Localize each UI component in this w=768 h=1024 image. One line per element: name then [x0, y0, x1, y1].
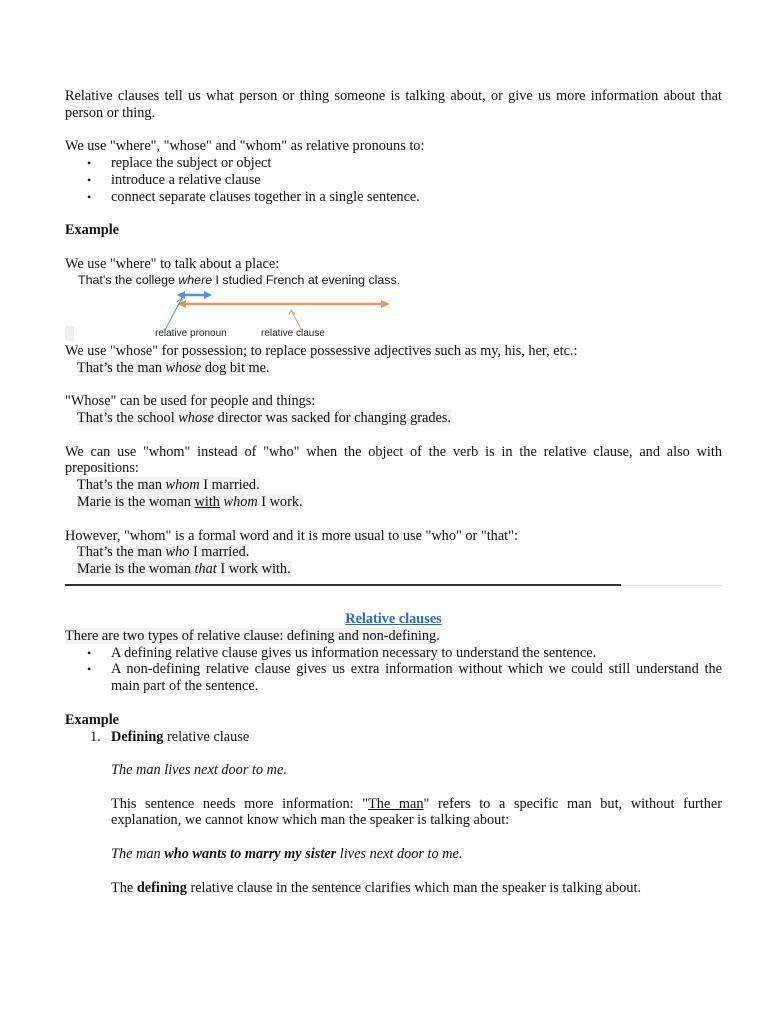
example-text: Marie is the woman — [77, 561, 195, 578]
list-item: • introduce a relative clause — [65, 172, 722, 189]
final-bold: defining — [136, 879, 187, 896]
however-example-2 — [65, 561, 722, 578]
however-example-1 — [65, 544, 722, 561]
divider-line-faint — [621, 585, 722, 586]
example-pronoun: whose — [165, 359, 202, 376]
divider-line — [65, 584, 621, 586]
whose-example — [65, 360, 722, 377]
section-divider — [65, 578, 722, 588]
example-text: director was sacked for changing grades. — [214, 409, 452, 426]
explain-text: This sentence needs more information: " — [111, 795, 369, 812]
example-preposition: with — [194, 493, 220, 510]
example-text: That’s the man — [77, 477, 166, 494]
document-page — [65, 88, 722, 896]
example-sentence-text: The man lives next door to me. — [111, 762, 287, 779]
list-item — [65, 729, 722, 746]
pronoun-pointer-icon — [165, 298, 182, 330]
final-paragraph — [65, 880, 722, 897]
list-item: • A defining relative clause gives us information necessary to understand the sentence. — [65, 645, 722, 662]
item-bold-text: Defining — [111, 728, 164, 745]
example-text: I work with. — [216, 561, 291, 578]
example-sentence-1 — [65, 762, 722, 779]
types-intro — [65, 628, 722, 645]
list-number: 1. — [90, 728, 101, 745]
clause-pointer-icon — [289, 310, 301, 329]
list-item: • replace the subject or object — [65, 155, 722, 172]
example-heading: Example — [65, 222, 120, 239]
uses-intro: We use "where", "whose" and "whom" as relative pronouns to: — [65, 138, 425, 155]
example-text: That’s the man — [77, 544, 166, 561]
example-sentence-2 — [65, 846, 722, 863]
final-text: relative clause in the sentence clarifies which man the speaker is talking about. — [186, 879, 642, 896]
explanation-paragraph — [65, 796, 722, 830]
example-pronoun: who — [165, 544, 190, 561]
example-sentence-text: lives next door to me. — [336, 846, 463, 863]
example-text: That’s the school — [77, 409, 179, 426]
diagram-pronoun: where — [178, 272, 213, 287]
example-text: dog bit me. — [201, 359, 270, 376]
example-pronoun: that — [194, 561, 217, 578]
example-sentence-bold: who wants to marry my sister — [164, 846, 337, 863]
intro-paragraph: Relative clauses tell us what person or thing someone is talking about, or give us more information about that person or thing. — [65, 88, 722, 121]
whom-intro: We can use "whom" instead of "who" when the object of the verb is in the relative clause, and also with prepositions: — [65, 443, 722, 477]
list-item: • connect separate clauses together in a single sentence. — [65, 189, 722, 206]
explain-text: " refers to a specific man but, without further explanation, we cannot know which man the speaker is talking about: — [111, 795, 722, 829]
example-text: I work. — [257, 493, 303, 510]
item-text: relative clause — [163, 728, 250, 745]
clause-arrow-icon — [177, 300, 390, 308]
relative-clause-diagram — [65, 273, 722, 343]
example-text: I married. — [199, 477, 260, 494]
whom-example-1 — [65, 477, 722, 494]
example-pronoun: whom — [223, 493, 258, 510]
whose2-intro: "Whose" can be used for people and things: — [65, 393, 316, 410]
diagram-sentence-end: I studied French at evening class. — [212, 272, 401, 287]
diagram-sentence-start: That’s the college — [78, 272, 179, 287]
label-relative-clause: relative clause — [261, 327, 325, 339]
list-item: • A non-defining relative clause gives us extra information without which we could still understand the main part of the sentence. — [65, 661, 722, 695]
diagram-marker-box — [65, 326, 74, 341]
example-text: That’s the man — [77, 359, 166, 376]
uses-list — [65, 155, 722, 205]
explain-underlined: The man — [368, 795, 424, 812]
whose2-example — [65, 410, 722, 427]
where-intro: We use "where" to talk about a place: — [65, 255, 280, 272]
label-relative-pronoun: relative pronoun — [155, 327, 227, 339]
example-text: I married. — [189, 544, 250, 561]
whose-intro: We use "whose" for possession; to replace possessive adjectives such as my, his, her, etc.: — [65, 342, 578, 359]
whom-example-2 — [65, 494, 722, 511]
however-intro: However, "whom" is a formal word and it is more usual to use "who" or "that": — [65, 527, 518, 544]
examples-list — [65, 729, 722, 746]
relative-clauses-link[interactable]: Relative clauses — [345, 610, 442, 627]
types-intro-text: There are two types of relative clause: defining and non-defining. — [65, 627, 440, 644]
example-pronoun: whom — [165, 477, 200, 494]
example-sentence-text: The man — [111, 846, 165, 863]
types-list — [65, 645, 722, 695]
example-text: Marie is the woman — [77, 493, 195, 510]
final-text: The — [111, 879, 137, 896]
example-pronoun: whose — [178, 409, 215, 426]
example-heading-2: Example — [65, 711, 120, 728]
